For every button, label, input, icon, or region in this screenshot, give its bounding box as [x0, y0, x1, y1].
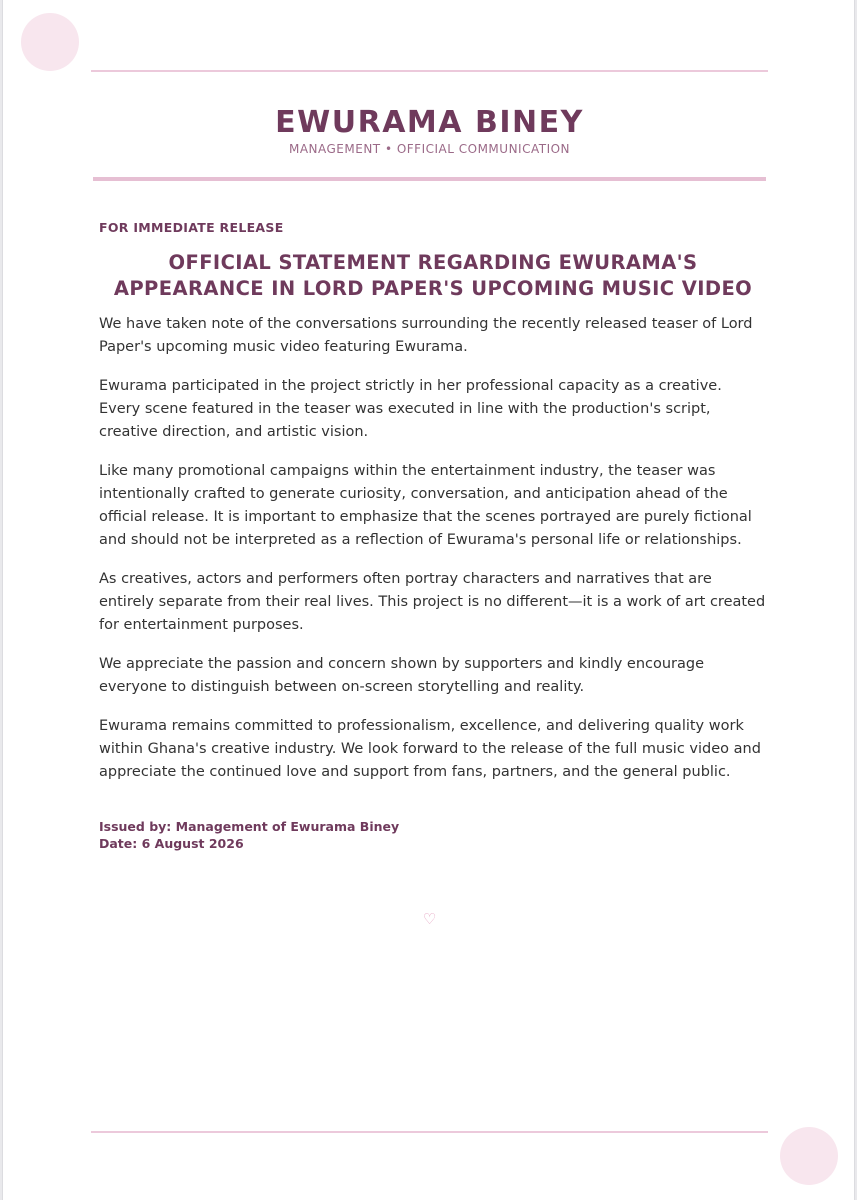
- body-paragraph: Ewurama participated in the project strictly in her professional capacity as a creative. Every scene featured in the teaser was executed in line with the production's script, creative direction, and artistic vision.: [99, 378, 722, 440]
- body-paragraph: Ewurama remains committed to professionalism, excellence, and delivering quality work within Ghana's creative industry. We look forward to the release of the full music video and appreciate the continued love and support from fans, partners, and the general public.: [99, 718, 761, 780]
- top-divider: [91, 70, 768, 72]
- heart-outline-icon: ♡: [422, 910, 437, 928]
- decorative-circle-top-left: [21, 13, 79, 71]
- issuer-block: [99, 818, 767, 852]
- statement-content: [99, 219, 767, 852]
- issue-date: Date: 6 August 2026: [99, 836, 244, 851]
- release-label: FOR IMMEDIATE RELEASE: [99, 220, 284, 235]
- letterhead: [3, 104, 855, 156]
- body-paragraph: As creatives, actors and performers often portray characters and narratives that are entirely separate from their real lives. This project is no different—it is a work of art created for entertainment purposes.: [99, 571, 766, 633]
- statement-body: [99, 313, 767, 784]
- body-paragraph: Like many promotional campaigns within the entertainment industry, the teaser was intentionally crafted to generate curiosity, conversation, and anticipation ahead of the official release. It is important to emphasize that the scenes portrayed are purely fictional and should not be interpreted as a reflection of Ewurama's personal life or relationships.: [99, 463, 752, 548]
- body-paragraph: We appreciate the passion and concern shown by supporters and kindly encourage everyone to distinguish between on-screen storytelling and reality.: [99, 656, 705, 695]
- brand-subtitle: MANAGEMENT • OFFICIAL COMMUNICATION: [288, 142, 571, 156]
- header-divider: [93, 177, 766, 181]
- decorative-circle-bottom-right: [780, 1127, 838, 1185]
- body-paragraph: We have taken note of the conversations surrounding the recently released teaser of Lord Paper's upcoming music video featuring Ewurama.: [99, 316, 753, 355]
- document-page: [2, 0, 855, 1200]
- issued-by: Issued by: Management of Ewurama Biney: [99, 819, 400, 834]
- brand-name: EWURAMA BINEY: [275, 105, 584, 140]
- bottom-divider: [91, 1131, 768, 1133]
- statement-headline: OFFICIAL STATEMENT REGARDING EWURAMA'S APPEARANCE IN LORD PAPER'S UPCOMING MUSIC VIDEO: [113, 251, 753, 300]
